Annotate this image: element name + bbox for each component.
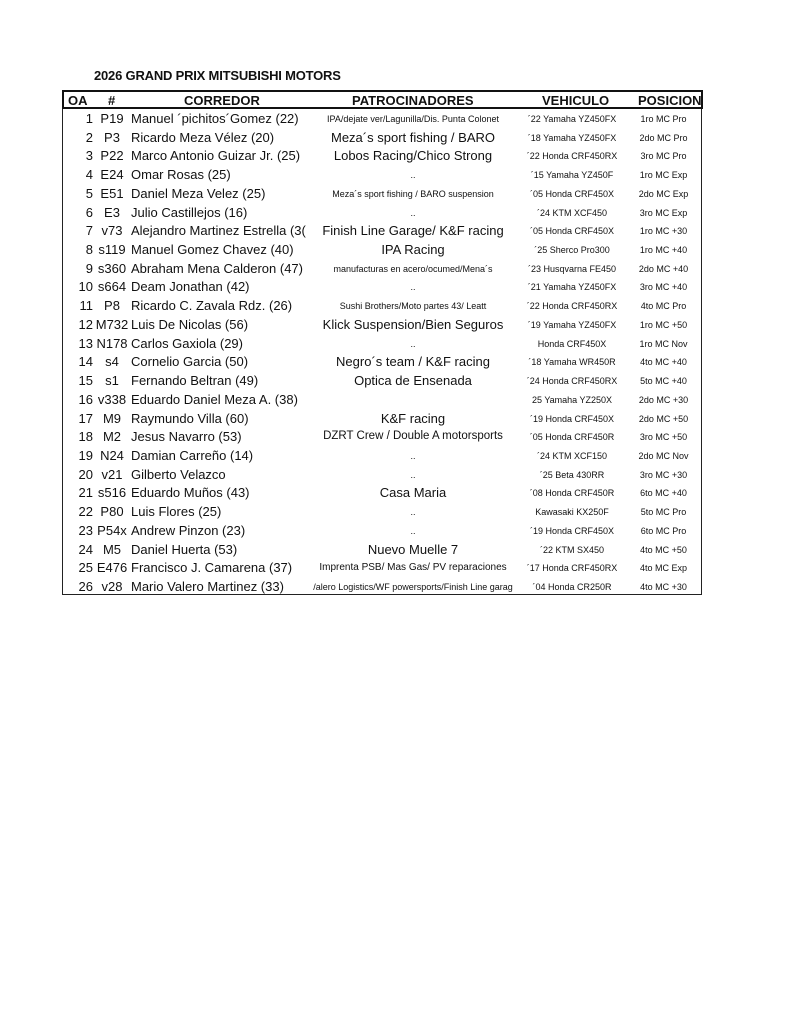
cell-posicion: 3ro MC Pro [640, 151, 687, 162]
cell-vehiculo: ´19 Yamaha YZ450FX [527, 319, 617, 330]
cell-oa: 16 [78, 391, 93, 407]
cell-oa: 22 [78, 504, 93, 520]
cell-corredor: Andrew Pinzon (23) [131, 522, 246, 538]
cell-vehiculo: ´24 Honda CRF450RX [526, 376, 618, 387]
cell-posicion: 2do MC +40 [638, 263, 689, 274]
cell-posicion: 1ro MC +30 [639, 226, 688, 237]
cell-oa: 11 [79, 298, 93, 314]
cell-posicion: 4to MC +30 [640, 582, 687, 592]
cell-number: M9 [102, 410, 122, 426]
table-row [63, 278, 701, 297]
cell-corredor: Luis Flores (25) [131, 504, 222, 520]
cell-corredor: Carlos Gaxiola (29) [131, 335, 243, 351]
cell-number: v21 [101, 466, 123, 482]
cell-oa: 24 [78, 541, 93, 557]
cell-posicion: 3ro MC Exp [639, 207, 688, 218]
cell-corredor: Eduardo Muños (43) [131, 485, 250, 501]
table-row [63, 447, 701, 466]
cell-corredor: Daniel Meza Velez (25) [131, 185, 266, 201]
table-row [63, 353, 701, 372]
cell-oa: 15 [78, 373, 93, 389]
table-row [63, 241, 701, 260]
table-row [63, 222, 701, 241]
cell-corredor: Eduardo Daniel Meza A. (38) [131, 391, 298, 407]
cell-oa: 19 [78, 447, 93, 463]
header-posicion: POSICION [638, 93, 702, 108]
cell-posicion: 3ro MC +30 [639, 469, 688, 480]
cell-corredor: Abraham Mena Calderon (47) [131, 260, 303, 276]
cell-patrocinadores: Nuevo Muelle 7 [367, 541, 459, 557]
cell-oa: 20 [78, 466, 93, 482]
cell-patrocinadores: Casa Maria [379, 485, 447, 501]
cell-corredor: Marco Antonio Guizar Jr. (25) [131, 148, 301, 164]
header-number: # [108, 93, 116, 108]
table-row [63, 185, 701, 204]
cell-posicion: 1ro MC +40 [639, 245, 688, 256]
cell-vehiculo: ´22 KTM SX450 [539, 544, 605, 555]
cell-oa: 23 [78, 522, 93, 538]
cell-vehiculo: ´24 KTM XCF150 [536, 450, 608, 461]
cell-oa: 5 [85, 185, 93, 201]
cell-posicion: 6to MC +40 [640, 488, 687, 499]
cell-patrocinadores: .. [410, 282, 416, 293]
cell-posicion: 1ro MC Pro [640, 114, 687, 124]
cell-posicion: 1ro MC Exp [639, 170, 688, 181]
cell-patrocinadores: .. [410, 338, 416, 349]
cell-oa: 10 [78, 279, 93, 295]
cell-number: s1 [105, 373, 119, 389]
cell-vehiculo: 25 Yamaha YZ250X [531, 394, 613, 405]
cell-corredor: Alejandro Martinez Estrella (3( [131, 223, 306, 239]
cell-posicion: 4to MC +40 [640, 357, 687, 368]
cell-posicion: 5to MC Pro [640, 507, 687, 518]
cell-patrocinadores: K&F racing [380, 410, 446, 426]
cell-vehiculo: ´22 Honda CRF450RX [526, 151, 618, 162]
cell-vehiculo: ´25 Sherco Pro300 [534, 245, 610, 256]
cell-corredor: Raymundo Villa (60) [131, 410, 249, 426]
table-row [63, 372, 701, 391]
cell-corredor: Manuel Gomez Chavez (40) [131, 242, 294, 258]
cell-posicion: 4to MC Exp [639, 563, 688, 574]
cell-oa: 7 [85, 223, 93, 239]
cell-vehiculo: ´18 Yamaha YZ450FX [527, 132, 617, 143]
table-row [63, 503, 701, 522]
cell-number: P19 [100, 111, 124, 126]
cell-patrocinadores: IPA Racing [381, 242, 445, 258]
cell-posicion: 1ro MC Nov [639, 338, 688, 349]
cell-oa: 18 [78, 429, 93, 445]
results-table [62, 90, 702, 595]
cell-number: s119 [98, 242, 126, 258]
cell-corredor: Julio Castillejos (16) [131, 204, 248, 220]
cell-patrocinadores: Lobos Racing/Chico Strong [333, 148, 493, 164]
cell-patrocinadores: .. [410, 170, 416, 181]
cell-patrocinadores: Sushi Brothers/Moto partes 43/ Leatt [339, 301, 487, 312]
cell-oa: 26 [78, 579, 93, 594]
table-row [63, 335, 701, 354]
cell-number: E476 [96, 560, 128, 576]
cell-number: P80 [100, 504, 124, 520]
cell-posicion: 2do MC Nov [638, 450, 689, 461]
cell-vehiculo: ´23 Husqvarna FE450 [527, 263, 617, 274]
cell-posicion: 3ro MC +40 [639, 282, 688, 293]
cell-patrocinadores: manufacturas en acero/ocumed/Mena´s [333, 263, 493, 274]
cell-oa: 2 [85, 129, 93, 145]
table-row [63, 559, 701, 578]
cell-vehiculo: ´08 Honda CRF450R [529, 488, 615, 499]
cell-oa: 17 [78, 410, 93, 426]
cell-oa: 14 [78, 354, 93, 370]
cell-corredor: Manuel ´pichitos´Gomez (22) [131, 111, 299, 126]
cell-vehiculo: ´22 Yamaha YZ450FX [527, 114, 617, 124]
table-header [62, 90, 703, 109]
table-row [63, 129, 701, 148]
cell-patrocinadores: /alero Logistics/WF powersports/Finish Line garag [313, 582, 513, 592]
table-row [63, 578, 701, 597]
cell-vehiculo: Kawasaki KX250F [535, 507, 609, 518]
cell-posicion: 2do MC Pro [639, 132, 688, 143]
table-row [63, 260, 701, 279]
cell-vehiculo: ´04 Honda CR250R [532, 582, 612, 592]
table-row [63, 316, 701, 335]
cell-patrocinadores: .. [410, 207, 416, 218]
cell-corredor: Cornelio Garcia (50) [131, 354, 249, 370]
cell-number: N24 [100, 447, 124, 463]
cell-patrocinadores: Klick Suspension/Bien Seguros [322, 316, 504, 332]
table-row [63, 522, 701, 541]
cell-number: N178 [96, 335, 128, 351]
cell-vehiculo: ´22 Honda CRF450RX [526, 301, 618, 312]
cell-corredor: Damian Carreño (14) [131, 447, 254, 463]
cell-patrocinadores: Negro´s team / K&F racing [336, 354, 490, 370]
cell-oa: 8 [85, 242, 93, 258]
cell-number: v73 [101, 223, 123, 239]
cell-patrocinadores: IPA/dejate ver/Lagunilla/Dis. Punta Colonet [327, 114, 499, 124]
cell-oa: 21 [78, 485, 93, 501]
cell-number: P22 [100, 148, 124, 164]
cell-number: P3 [104, 129, 120, 145]
table-row [63, 466, 701, 485]
cell-number: v28 [101, 579, 123, 594]
cell-posicion: 3ro MC +50 [639, 432, 688, 443]
cell-corredor: Luis De Nicolas (56) [131, 316, 249, 332]
cell-corredor: Jesus Navarro (53) [131, 429, 242, 445]
cell-number: v338 [97, 391, 127, 407]
table-row [63, 428, 701, 447]
table-row [63, 110, 701, 129]
cell-patrocinadores: .. [410, 507, 416, 518]
cell-oa: 6 [85, 204, 93, 220]
cell-vehiculo: ´19 Honda CRF450X [529, 413, 615, 424]
header-corredor: CORREDOR [184, 93, 260, 108]
table-row [63, 410, 701, 429]
cell-vehiculo: ´05 Honda CRF450R [529, 432, 615, 443]
cell-vehiculo: ´21 Yamaha YZ450FX [527, 282, 617, 293]
cell-number: s516 [97, 485, 127, 501]
cell-patrocinadores: Meza´s sport fishing / BARO [331, 129, 495, 145]
cell-oa: 4 [85, 167, 93, 183]
header-oa: OA [68, 93, 88, 108]
cell-oa: 3 [85, 148, 93, 164]
cell-posicion: 5to MC +40 [640, 376, 687, 387]
cell-number: E24 [100, 167, 124, 183]
cell-corredor: Daniel Huerta (53) [131, 541, 238, 557]
cell-posicion: 6to MC Pro [640, 525, 687, 536]
cell-patrocinadores: Meza´s sport fishing / BARO suspension [332, 188, 494, 199]
cell-corredor: Francisco J. Camarena (37) [131, 560, 293, 576]
cell-corredor: Mario Valero Martinez (33) [131, 579, 284, 594]
cell-vehiculo: ´05 Honda CRF450X [529, 188, 615, 199]
cell-posicion: 2do MC +30 [638, 394, 689, 405]
cell-patrocinadores: .. [410, 525, 416, 536]
cell-vehiculo: ´25 Beta 430RR [539, 469, 605, 480]
cell-oa: 9 [85, 260, 93, 276]
cell-number: P54x [97, 522, 127, 538]
cell-vehiculo: ´05 Honda CRF450X [529, 226, 615, 237]
cell-number: M732 [95, 316, 129, 332]
cell-patrocinadores: Finish Line Garage/ K&F racing [322, 223, 504, 239]
cell-posicion: 2do MC Exp [638, 188, 689, 199]
cell-number: s360 [97, 260, 127, 276]
cell-oa: 12 [78, 316, 93, 332]
document-title: 2026 GRAND PRIX MITSUBISHI MOTORS [94, 68, 341, 83]
cell-corredor: Gilberto Velazco [131, 466, 226, 482]
cell-corredor: Deam Jonathan (42) [131, 279, 250, 295]
cell-number: s664 [97, 279, 127, 295]
cell-vehiculo: ´17 Honda CRF450RX [526, 563, 618, 574]
table-row [63, 484, 701, 503]
cell-vehiculo: ´18 Yamaha WR450R [528, 357, 616, 368]
cell-number: P8 [104, 298, 120, 314]
cell-vehiculo: ´24 KTM XCF450 [536, 207, 608, 218]
cell-corredor: Ricardo C. Zavala Rdz. (26) [131, 298, 293, 314]
header-vehiculo: VEHICULO [542, 93, 610, 108]
cell-patrocinadores: Imprenta PSB/ Mas Gas/ PV reparaciones [319, 562, 507, 574]
cell-number: E3 [104, 204, 120, 220]
cell-number: M2 [102, 429, 122, 445]
table-row [63, 166, 701, 185]
cell-posicion: 2do MC +50 [638, 413, 689, 424]
cell-patrocinadores: Optica de Ensenada [354, 373, 472, 389]
cell-corredor: Ricardo Meza Vélez (20) [131, 129, 275, 145]
cell-number: M5 [102, 541, 122, 557]
cell-vehiculo: ´19 Honda CRF450X [529, 525, 615, 536]
cell-oa: 1 [85, 111, 93, 126]
table-row [63, 541, 701, 560]
cell-vehiculo: ´15 Yamaha YZ450F [530, 170, 614, 181]
table-row [63, 391, 701, 410]
table-row [63, 297, 701, 316]
cell-posicion: 1ro MC +50 [639, 319, 688, 330]
cell-oa: 13 [78, 335, 93, 351]
cell-number: E51 [100, 185, 124, 201]
cell-number: s4 [105, 354, 119, 370]
table-row [63, 147, 701, 166]
cell-patrocinadores: .. [410, 469, 416, 480]
cell-patrocinadores: .. [410, 450, 416, 461]
header-patrocinadores: PATROCINADORES [352, 93, 474, 108]
cell-posicion: 4to MC +50 [640, 544, 687, 555]
cell-posicion: 4to MC Pro [640, 301, 687, 312]
cell-corredor: Fernando Beltran (49) [131, 373, 259, 389]
cell-patrocinadores: DZRT Crew / Double A motorsports [323, 430, 503, 443]
cell-oa: 25 [78, 560, 93, 576]
cell-vehiculo: Honda CRF450X [537, 338, 607, 349]
table-row [63, 204, 701, 223]
cell-corredor: Omar Rosas (25) [131, 167, 231, 183]
